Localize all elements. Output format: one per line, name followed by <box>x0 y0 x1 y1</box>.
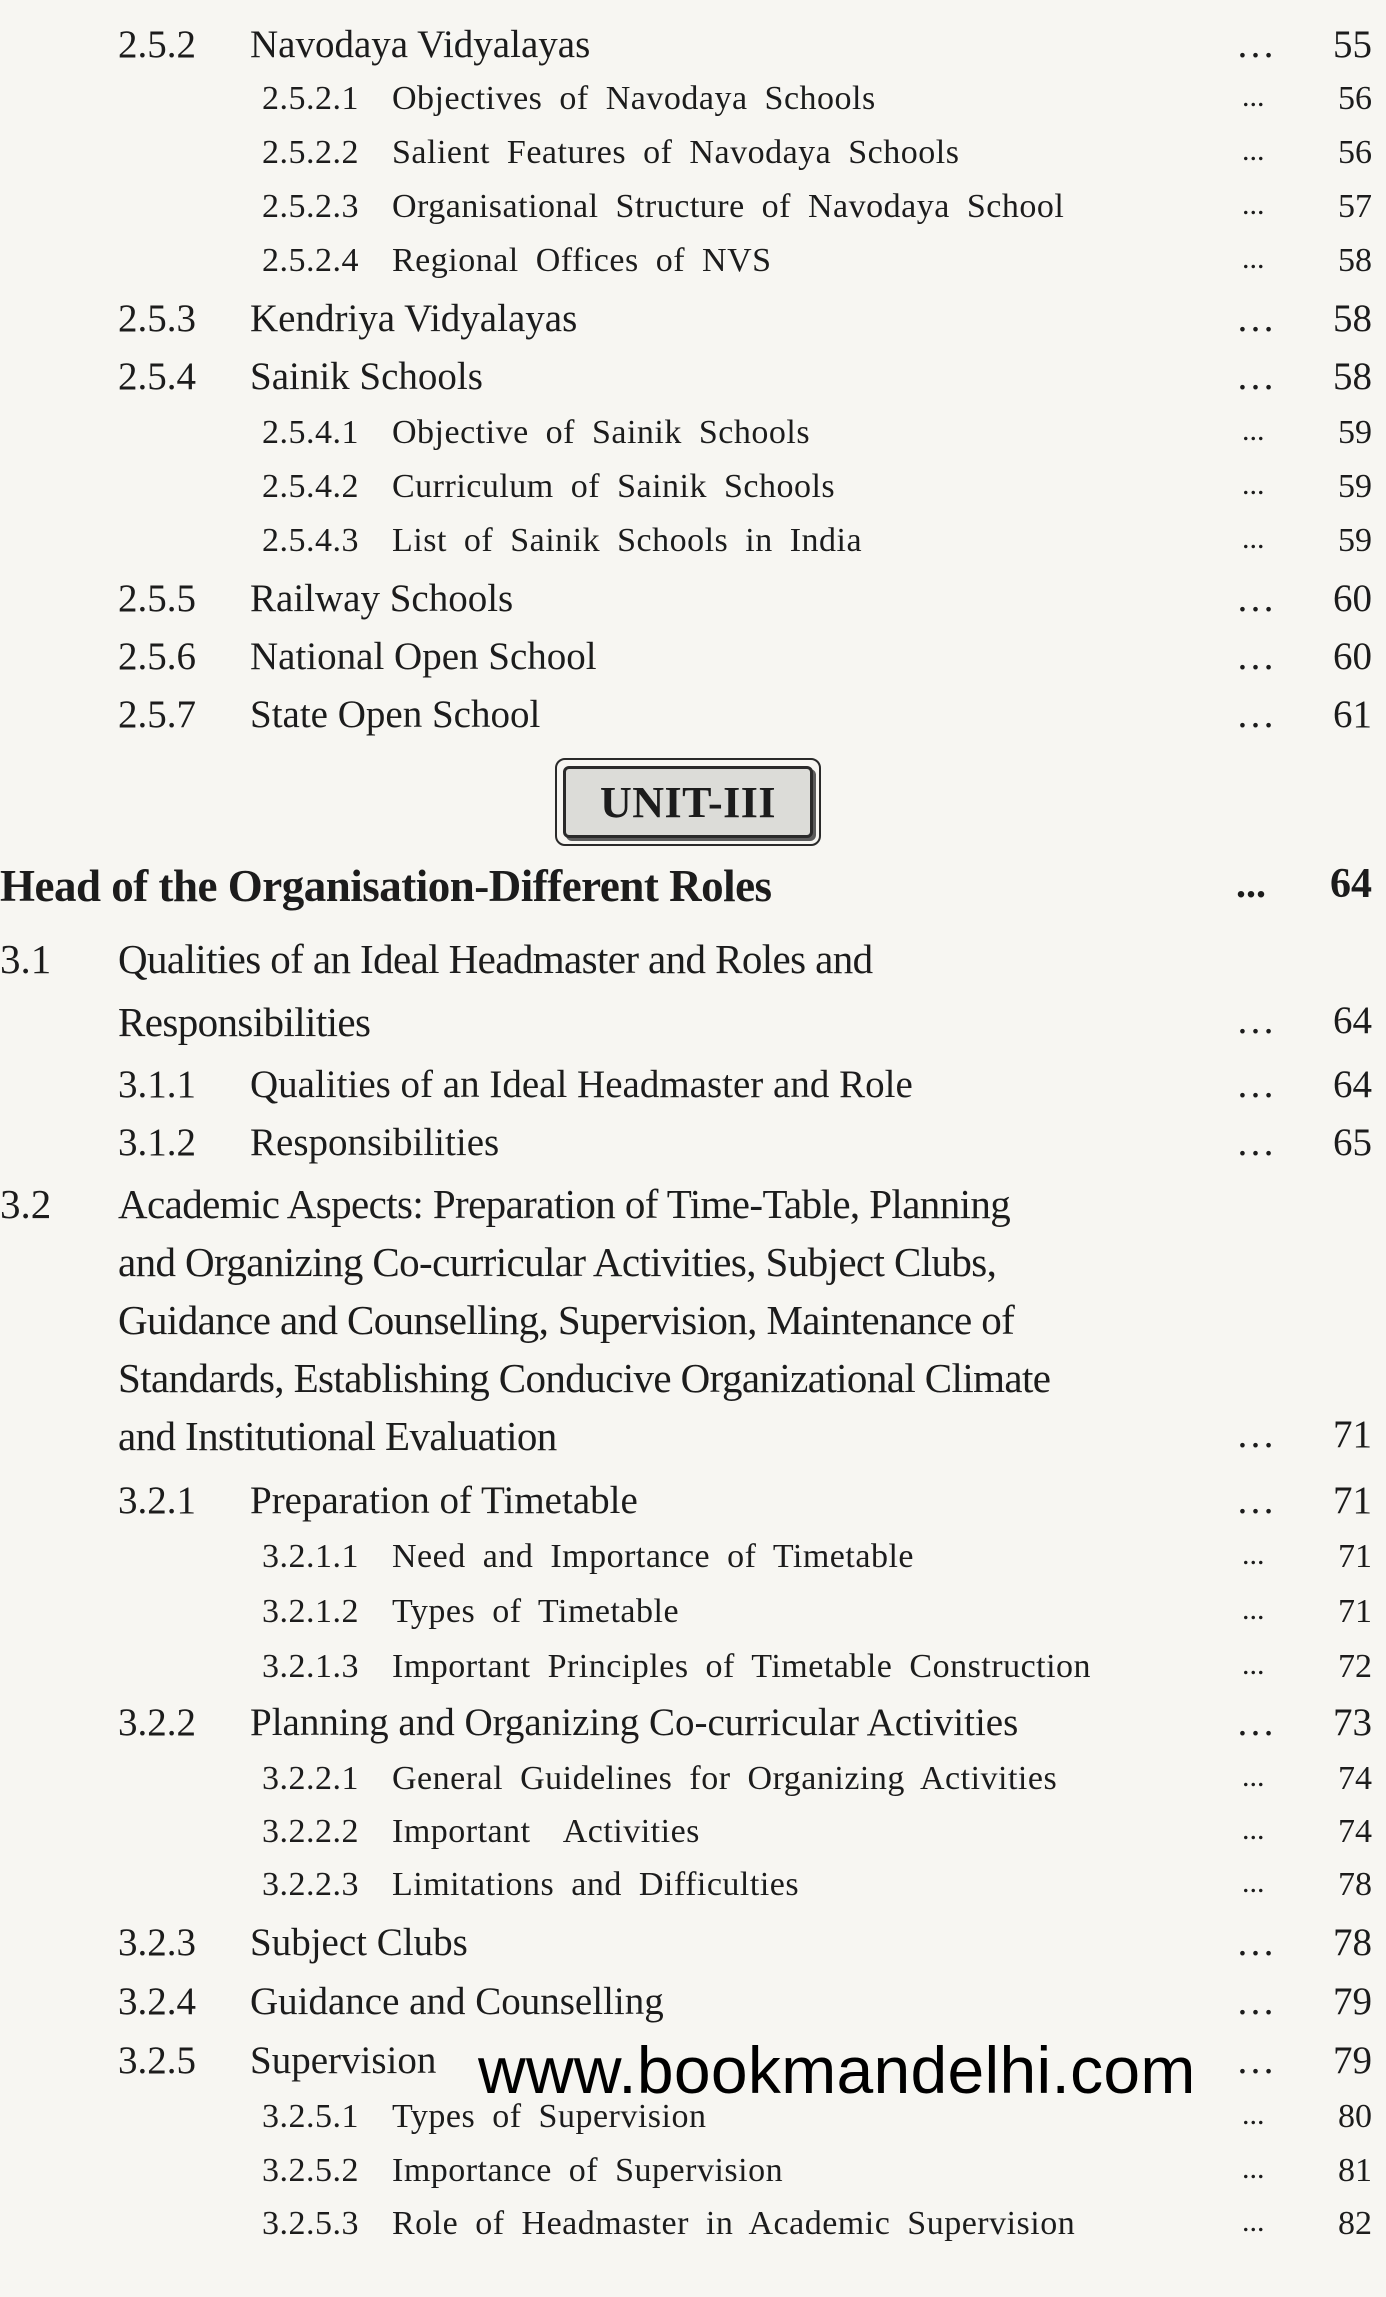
entry-leader: ... <box>1242 1538 1265 1571</box>
entry-page: 56 <box>1338 134 1372 171</box>
entry-leader: … <box>1236 1121 1275 1164</box>
entry-page: 80 <box>1338 2098 1372 2135</box>
entry-number: 3.2.2 <box>118 1701 196 1744</box>
entry-number: 2.5.4.3 <box>262 522 359 559</box>
unit-heading-page: 64 <box>1330 861 1372 907</box>
entry-number: 3.2.5.3 <box>262 2205 359 2242</box>
entry-leader: ... <box>1242 80 1265 113</box>
entry-number: 2.5.4.2 <box>262 468 359 505</box>
entry-leader: ... <box>1242 1760 1265 1793</box>
unit-heading-leader: ... <box>1236 861 1266 906</box>
entry-leader: … <box>1236 2039 1275 2082</box>
entry-leader: … <box>1236 635 1275 678</box>
entry-leader: ... <box>1242 1813 1265 1846</box>
entry-leader: … <box>1236 1413 1275 1456</box>
entry-title-line: and Institutional Evaluation <box>118 1413 557 1459</box>
entry-number: 2.5.2.2 <box>262 134 359 171</box>
entry-number: 3.2.4 <box>118 1980 196 2023</box>
entry-leader: … <box>1236 1063 1275 1106</box>
entry-leader: ... <box>1242 1866 1265 1899</box>
entry-title: Types of Timetable <box>392 1593 680 1630</box>
entry-page: 79 <box>1333 1980 1372 2023</box>
entry-title-line: Qualities of an Ideal Headmaster and Roles and <box>118 936 873 982</box>
entry-title: Objectives of Navodaya Schools <box>392 80 876 117</box>
entry-title: Preparation of Timetable <box>250 1479 638 1522</box>
entry-number: 3.1.2 <box>118 1121 196 1164</box>
entry-title: Kendriya Vidyalayas <box>250 297 578 340</box>
entry-title-line: and Organizing Co-curricular Activities, Subject Clubs, <box>118 1239 997 1285</box>
entry-number: 3.2.5.2 <box>262 2152 359 2189</box>
entry-number: 3.2.1 <box>118 1479 196 1522</box>
entry-number: 2.5.4.1 <box>262 414 359 451</box>
entry-leader: ... <box>1242 468 1265 501</box>
entry-leader: … <box>1236 1980 1275 2023</box>
entry-title: Railway Schools <box>250 577 514 620</box>
entry-title: Sainik Schools <box>250 355 483 398</box>
entry-number: 2.5.4 <box>118 355 196 398</box>
entry-page: 81 <box>1338 2152 1372 2189</box>
entry-title: Importance of Supervision <box>392 2152 784 2189</box>
entry-number: 3.2.5.1 <box>262 2098 359 2135</box>
entry-title: Curriculum of Sainik Schools <box>392 468 836 505</box>
entry-number: 3.2.1.3 <box>262 1648 359 1685</box>
entry-number: 3.2.1.1 <box>262 1538 359 1575</box>
entry-page: 74 <box>1338 1760 1372 1797</box>
watermark-url: www.bookmandelhi.com <box>478 2033 1196 2107</box>
entry-page: 82 <box>1338 2205 1372 2242</box>
entry-number: 3.2.2.1 <box>262 1760 359 1797</box>
entry-page: 58 <box>1333 355 1372 398</box>
entry-page: 60 <box>1333 635 1372 678</box>
entry-number: 2.5.2 <box>118 23 196 66</box>
entry-page: 73 <box>1333 1701 1372 1744</box>
entry-page: 71 <box>1338 1593 1372 1630</box>
entry-title-line: Guidance and Counselling, Supervision, Maintenance of <box>118 1297 1015 1343</box>
entry-number: 3.1.1 <box>118 1063 196 1106</box>
entry-leader: ... <box>1242 242 1265 275</box>
entry-leader: … <box>1236 999 1275 1042</box>
entry-title: General Guidelines for Organizing Activities <box>392 1760 1058 1797</box>
entry-title: Important Principles of Timetable Construction <box>392 1648 1092 1685</box>
entry-leader: … <box>1236 23 1275 66</box>
entry-page: 59 <box>1338 414 1372 451</box>
entry-page: 64 <box>1333 999 1372 1042</box>
unit-badge <box>555 758 821 846</box>
entry-number: 2.5.5 <box>118 577 196 620</box>
entry-number: 2.5.2.3 <box>262 188 359 225</box>
entry-page: 71 <box>1333 1479 1372 1522</box>
entry-number: 3.2.2.3 <box>262 1866 359 1903</box>
entry-number: 2.5.6 <box>118 635 196 678</box>
entry-page: 71 <box>1338 1538 1372 1575</box>
entry-page: 61 <box>1333 693 1372 736</box>
unit-badge-label: UNIT-III <box>563 766 813 838</box>
entry-page: 55 <box>1333 23 1372 66</box>
entry-title-line: Academic Aspects: Preparation of Time-Table, Planning <box>118 1181 1011 1227</box>
entry-title: Important Activities <box>392 1813 700 1850</box>
entry-leader: ... <box>1242 134 1265 167</box>
entry-title: Responsibilities <box>250 1121 500 1164</box>
entry-title: Navodaya Vidyalayas <box>250 23 591 66</box>
entry-title: National Open School <box>250 635 597 678</box>
entry-page: 71 <box>1333 1413 1372 1456</box>
entry-number: 2.5.3 <box>118 297 196 340</box>
entry-leader: … <box>1236 693 1275 736</box>
entry-title: Types of Supervision <box>392 2098 707 2135</box>
entry-leader: ... <box>1242 188 1265 221</box>
entry-number: 2.5.7 <box>118 693 196 736</box>
entry-title: Qualities of an Ideal Headmaster and Role <box>250 1063 913 1106</box>
entry-page: 59 <box>1338 522 1372 559</box>
entry-number: 3.2.1.2 <box>262 1593 359 1630</box>
entry-title: Role of Headmaster in Academic Supervision <box>392 2205 1076 2242</box>
entry-page: 78 <box>1338 1866 1372 1903</box>
entry-leader: … <box>1236 1479 1275 1522</box>
entry-title: List of Sainik Schools in India <box>392 522 863 559</box>
entry-title: Planning and Organizing Co-curricular Activities <box>250 1701 1019 1744</box>
entry-title: Regional Offices of NVS <box>392 242 772 279</box>
entry-title: Supervision <box>250 2039 437 2082</box>
entry-leader: ... <box>1242 414 1265 447</box>
entry-leader: ... <box>1242 2098 1265 2131</box>
entry-leader: ... <box>1242 1593 1265 1626</box>
entry-title: Subject Clubs <box>250 1921 468 1964</box>
entry-title-line: Standards, Establishing Conducive Organizational Climate <box>118 1355 1051 1401</box>
entry-page: 72 <box>1338 1648 1372 1685</box>
entry-leader: ... <box>1242 2205 1265 2238</box>
entry-title: Limitations and Difficulties <box>392 1866 800 1903</box>
entry-page: 78 <box>1333 1921 1372 1964</box>
entry-title: Organisational Structure of Navodaya School <box>392 188 1065 225</box>
entry-title: Guidance and Counselling <box>250 1980 664 2023</box>
entry-page: 58 <box>1333 297 1372 340</box>
entry-page: 56 <box>1338 80 1372 117</box>
entry-leader: … <box>1236 297 1275 340</box>
entry-page: 60 <box>1333 577 1372 620</box>
entry-page: 74 <box>1338 1813 1372 1850</box>
entry-title: Salient Features of Navodaya Schools <box>392 134 960 171</box>
entry-page: 59 <box>1338 468 1372 505</box>
entry-leader: ... <box>1242 1648 1265 1681</box>
entry-leader: ... <box>1242 522 1265 555</box>
entry-title: Objective of Sainik Schools <box>392 414 811 451</box>
entry-number: 2.5.2.4 <box>262 242 359 279</box>
entry-number: 3.2.2.2 <box>262 1813 359 1850</box>
entry-number: 3.2.5 <box>118 2039 196 2082</box>
entry-title: Need and Importance of Timetable <box>392 1538 914 1575</box>
entry-leader: … <box>1236 577 1275 620</box>
entry-page: 58 <box>1338 242 1372 279</box>
entry-leader: ... <box>1242 2152 1265 2185</box>
entry-leader: … <box>1236 1921 1275 1964</box>
entry-page: 64 <box>1333 1063 1372 1106</box>
entry-title-line: Responsibilities <box>118 999 371 1045</box>
entry-page: 57 <box>1338 188 1372 225</box>
entry-number: 3.1 <box>0 936 52 982</box>
unit-heading-title: Head of the Organisation-Different Roles <box>0 861 772 911</box>
entry-number: 3.2 <box>0 1181 52 1227</box>
entry-title: State Open School <box>250 693 541 736</box>
entry-number: 2.5.2.1 <box>262 80 359 117</box>
entry-leader: … <box>1236 355 1275 398</box>
entry-page: 65 <box>1333 1121 1372 1164</box>
entry-number: 3.2.3 <box>118 1921 196 1964</box>
entry-leader: … <box>1236 1701 1275 1744</box>
entry-page: 79 <box>1333 2039 1372 2082</box>
